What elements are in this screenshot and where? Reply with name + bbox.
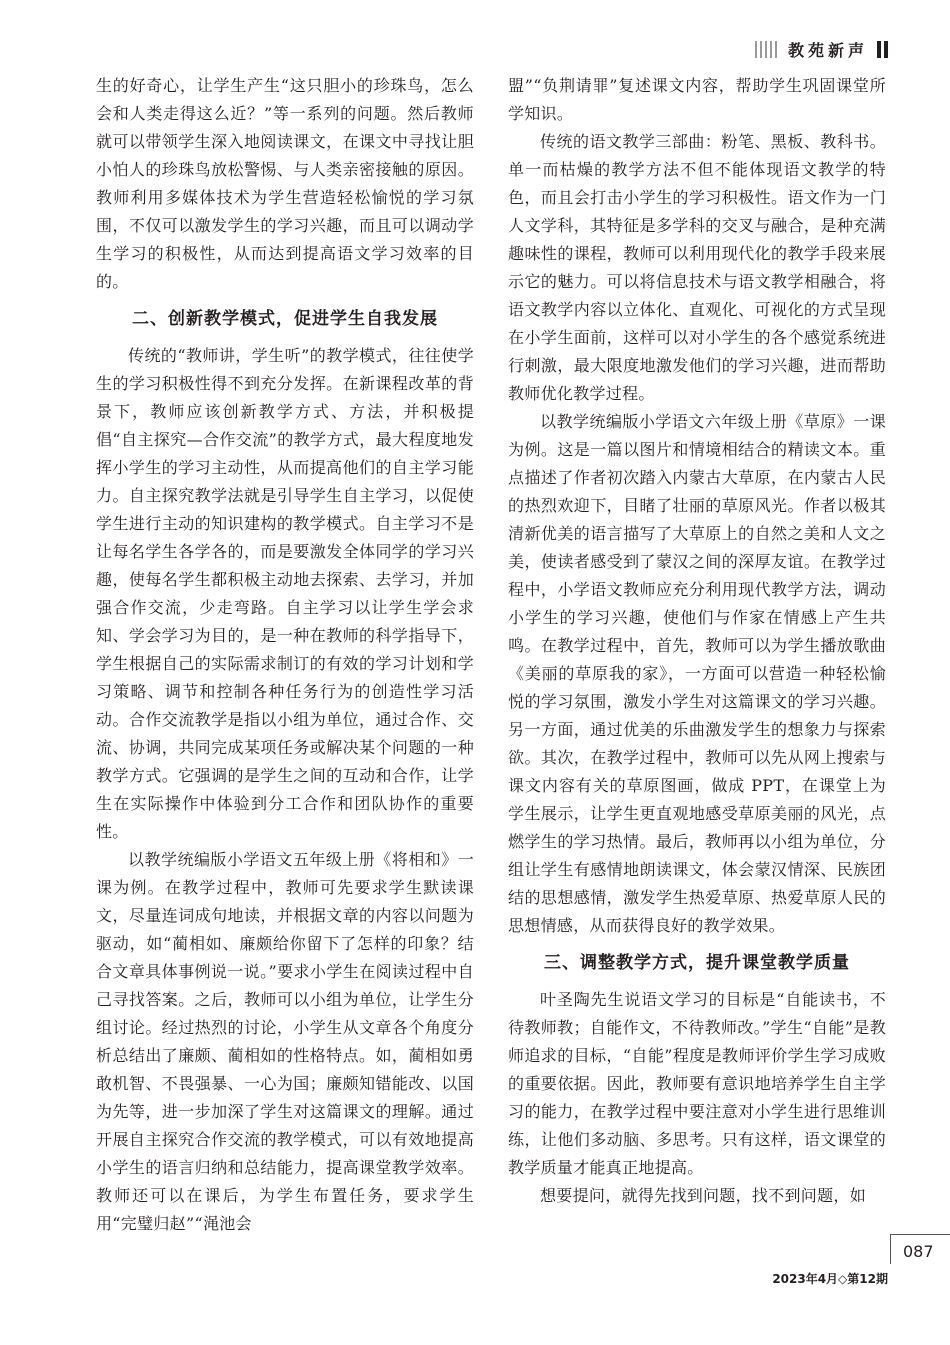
left-paragraph-1: 生的好奇心，让学生产生“这只胆小的珍珠鸟，怎么会和人类走得这么近？”等一系列的问题。然后教师就可以带领学生深入地阅读课文，在课文中寻找让胆小怕人的珍珠鸟放松警惕、与人类亲密接触的原因。教师利用多媒体技术为学生营造轻松愉悦的学习氛围，不仅可以激发学生的学习兴趣，而且可以调动学生学习的积极性，从而达到提高语文学习效率的目的。: [96, 76, 474, 291]
right-paragraph-4: 叶圣陶先生说语文学习的目标是“自能读书，不待教师教；自能作文，不待教师改。”学生“自能”是教师追求的目标，“自能”程度是教师评价学生学习成败的重要依据。因此，教师要有意识地培养学生自主学习的能力，在教学过程中要注意对小学生进行思维训练，让他们多动脑、多思考。只有这样，语文课堂的教学质量才能真正地提高。: [508, 990, 886, 1177]
left-column: [96, 72, 474, 1238]
header-decoration-bars: [755, 41, 780, 58]
heading-section-3: 三、调整教学方式，提升课堂教学质量: [544, 953, 850, 973]
right-paragraph-5: 想要提问，就得先找到问题，找不到问题，如: [540, 1186, 867, 1205]
right-column: [508, 72, 886, 1210]
left-paragraph-3: 以教学统编版小学语文五年级上册《将相和》一课为例。在教学过程中，教师可先要求学生默读课文，尽量连词成句地读，并根据文章的内容以问题为驱动，如“蔺相如、廉颇给你留下了怎样的印象？结合文章具体事例说一说。”要求小学生在阅读过程中自己寻找答案。之后，教师可以小组为单位，让学生分组讨论。经过热烈的讨论，小学生从文章各个角度分析总结出了廉颇、蔺相如的性格特点。如，蔺相如勇敢机智、不畏强暴、一心为国；廉颇知错能改、以国为先等，进一步加深了学生对这篇课文的理解。通过开展自主探究合作交流的教学模式，可以有效地提高小学生的语言归纳和总结能力，提高课堂教学效率。教师还可以在课后，为学生布置任务，要求学生用“完璧归赵”“渑池会: [96, 850, 474, 1233]
section-title: 教苑新声: [787, 41, 868, 60]
left-paragraph-2: 传统的“教师讲，学生听”的教学模式，往往使学生的学习积极性得不到充分发挥。在新课程改革的背景下，教师应该创新教学方式、方法，并积极提倡“自主探究—合作交流”的教学方式，最大程度地发挥小学生的学习主动性，从而提高他们的自主学习能力。自主探究教学法就是引导学生自主学习，以促使学生进行主动的知识建构的教学模式。自主学习不是让每名学生各学各的，而是要激发全体同学的学习兴趣，使每名学生都积极主动地去探索、去学习，并加强合作交流，少走弯路。自主学习以让学生学会求知、学会学习为目的，是一种在教师的科学指导下，学生根据自己的实际需求制订的有效的学习计划和学习策略、调节和控制各种任务行为的创造性学习活动。合作交流教学是指以小组为单位，通过合作、交流、协调，共同完成某项任务或解决某个问题的一种教学方式。它强调的是学生之间的互动和合作，让学生在实际操作中体验到分工合作和团队协作的重要性。: [96, 346, 474, 841]
right-paragraph-1: 盟”“负荆请罪”复述课文内容，帮助学生巩固课堂所学知识。: [508, 76, 886, 123]
right-paragraph-2: 传统的语文教学三部曲：粉笔、黑板、教科书。单一而枯燥的教学方法不但不能体现语文教学的特色，而且会打击小学生的学习积极性。语文作为一门人文学科，其特征是多学科的交叉与融合，是种充满趣味性的课程，教师可以利用现代化的教学手段来展示它的魅力。可以将信息技术与语文教学相融合，将语文教学内容以立体化、直观化、可视化的方式呈现在小学生面前，这样可以对小学生的各个感觉系统进行刺激，最大限度地激发他们的学习兴趣，进而帮助教师优化教学过程。: [508, 132, 886, 403]
heading-section-2: 二、创新教学模式，促进学生自我发展: [132, 309, 438, 329]
page-header: [755, 38, 888, 61]
right-paragraph-3: 以教学统编版小学语文六年级上册《草原》一课为例。这是一篇以图片和情境相结合的精读文本。重点描述了作者初次踏入内蒙古大草原，在内蒙古人民的热烈欢迎下，目睹了壮丽的草原风光。作者以极其清新优美的语言描写了大草原上的自然之美和人文之美，使读者感受到了蒙汉之间的深厚友谊。在教学过程中，小学语文教师应充分利用现代教学方法，调动小学生的学习兴趣，使他们与作家在情感上产生共鸣。在教学过程中，首先，教师可以为学生播放歌曲《美丽的草原我的家》，一方面可以营造一种轻松愉悦的学习氛围，激发小学生对这篇课文的学习兴趣。另一方面，通过优美的乐曲激发学生的想象力与探索欲。其次，在教学过程中，教师可以先从网上搜索与课文内容有关的草原图画，做成 PPT，在课堂上为学生展示，让学生更直观地感受草原美丽的风光，点燃学生的学习热情。最后，教师再以小组为单位，分组让学生有感情地朗读课文，体会蒙汉情深、民族团结的思想感情，激发学生热爱草原、热爱草原人民的思想情感，从而获得良好的教学效果。: [508, 412, 886, 935]
header-end-bars: [874, 41, 888, 58]
issue-info: 2023年4月◇第12期: [772, 1272, 888, 1286]
page-number: 087: [890, 1234, 950, 1264]
